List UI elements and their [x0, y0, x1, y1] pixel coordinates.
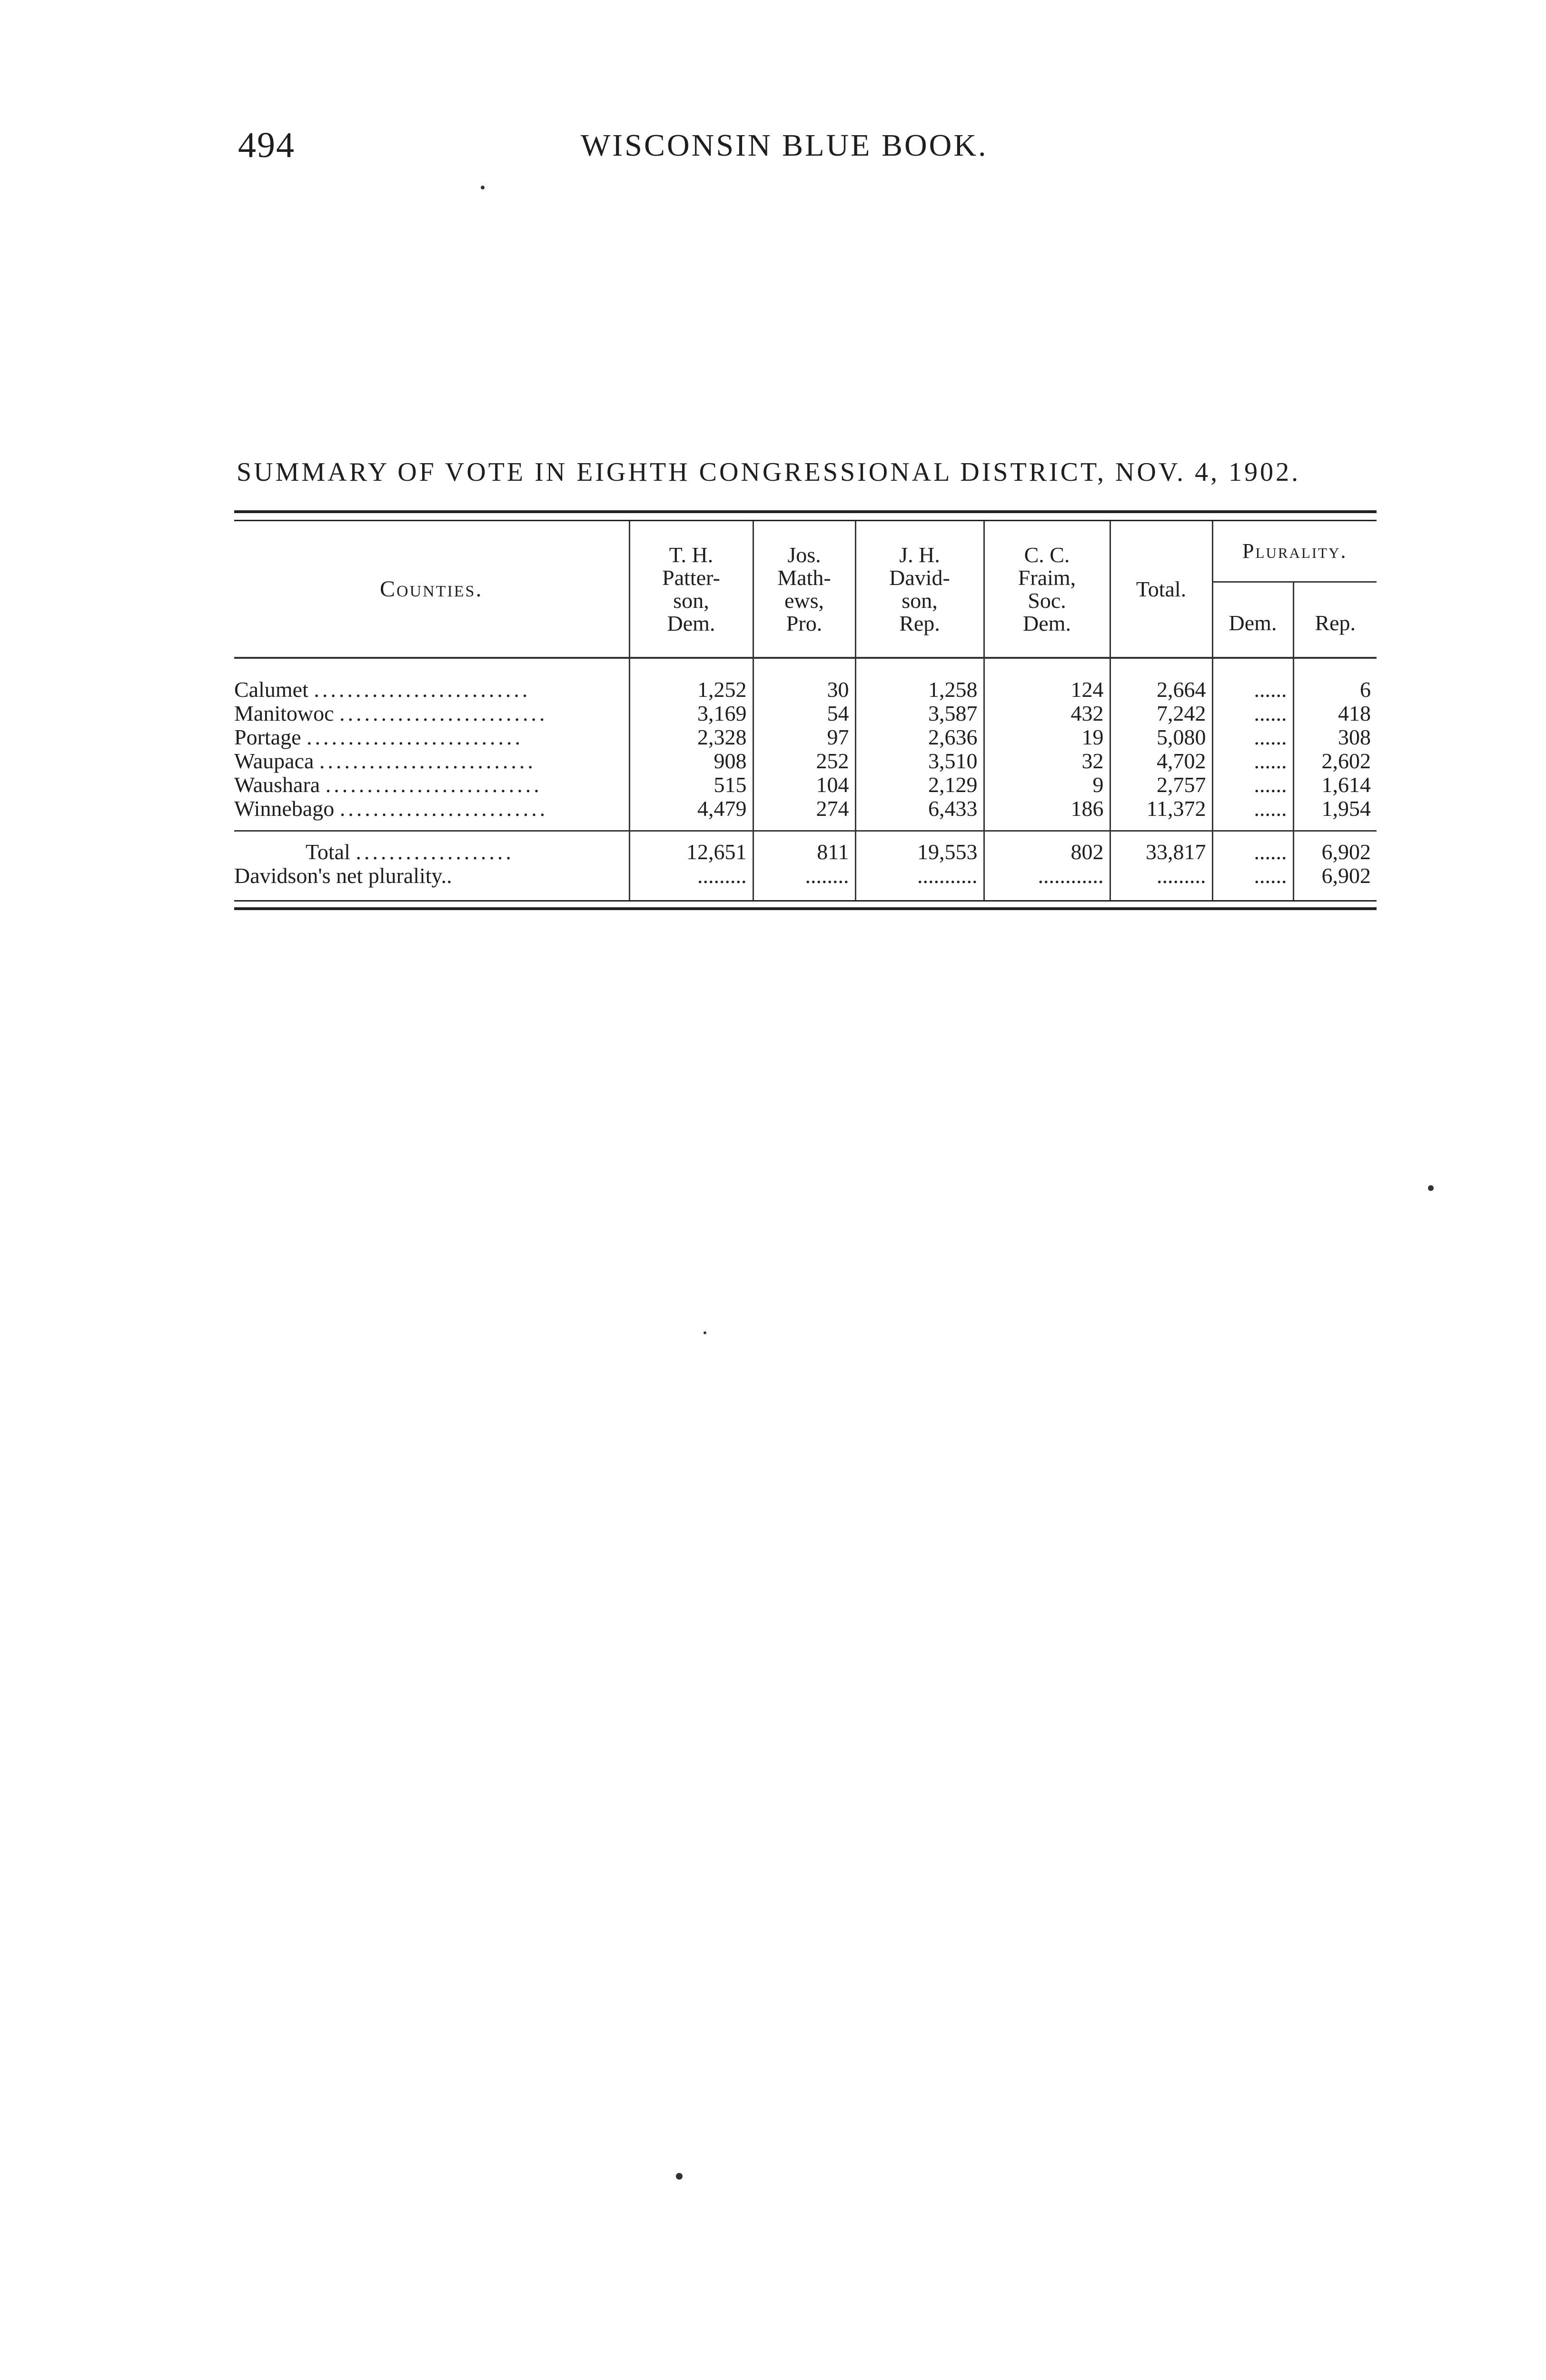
cell-plurality-rep: 1,954	[1293, 797, 1377, 831]
table-caption: SUMMARY OF VOTE IN EIGHTH CONGRESSIONAL DISTRICT, NOV. 4, 1902.	[237, 457, 1301, 487]
cell-fraim: 186	[984, 797, 1110, 831]
cell-mathews: 104	[753, 773, 855, 797]
vote-table	[234, 521, 1377, 900]
county-rows	[234, 658, 1377, 831]
cell-davidson: 6,433	[855, 797, 984, 831]
cell-patterson: 515	[629, 773, 753, 797]
cell-mathews: 252	[753, 749, 855, 773]
top-double-rule	[234, 510, 1377, 521]
cell-plurality-rep: 6	[1293, 658, 1377, 702]
total-davidson: 19,553	[855, 831, 984, 864]
header-plurality-rep: Rep.	[1293, 582, 1377, 658]
cell-plurality-dem: ......	[1212, 658, 1293, 702]
cell-davidson: 2,129	[855, 773, 984, 797]
cell-davidson: 3,587	[855, 702, 984, 725]
header-plurality-dem: Dem.	[1212, 582, 1293, 658]
header-fraim: C. C. Fraim, Soc. Dem.	[984, 521, 1110, 658]
running-head	[238, 125, 1380, 168]
book-title: WISCONSIN BLUE BOOK.	[581, 128, 988, 163]
cell-total: 2,757	[1110, 773, 1212, 797]
cell-total: 7,242	[1110, 702, 1212, 725]
cell-plurality-dem: ......	[1212, 773, 1293, 797]
total-plurality-rep: 6,902	[1293, 831, 1377, 864]
county-name: Waushara	[234, 773, 320, 797]
cell-patterson: 3,169	[629, 702, 753, 725]
total-plurality-dem: ......	[1212, 831, 1293, 864]
county-name: Winnebago	[234, 797, 335, 821]
cell-fraim: 19	[984, 725, 1110, 749]
print-speck	[704, 1331, 706, 1334]
cell-fraim: 9	[984, 773, 1110, 797]
cell-fraim: 432	[984, 702, 1110, 725]
total-row: Total ................... 12,651 811 19,553 802 33,817 ...... 6,902	[234, 831, 1377, 864]
cell-mathews: 97	[753, 725, 855, 749]
net-plurality-dem: ......	[1212, 864, 1293, 900]
cell-plurality-rep: 1,614	[1293, 773, 1377, 797]
cell-total: 5,080	[1110, 725, 1212, 749]
total-patterson: 12,651	[629, 831, 753, 864]
header-counties: Counties.	[380, 576, 483, 602]
cell-fraim: 32	[984, 749, 1110, 773]
cell-patterson: 1,252	[629, 658, 753, 702]
total-label: Total	[306, 840, 350, 864]
cell-davidson: 1,258	[855, 658, 984, 702]
table-row: Waushara .......................... 515 104 2,129 9 2,757 ...... 1,614	[234, 773, 1377, 797]
county-name: Calumet	[234, 677, 308, 702]
cell-patterson: 2,328	[629, 725, 753, 749]
header-mathews: Jos. Math- ews, Pro.	[753, 521, 855, 658]
cell-patterson: 4,479	[629, 797, 753, 831]
header-davidson: J. H. David- son, Rep.	[855, 521, 984, 658]
net-plurality-patterson: .........	[629, 864, 753, 900]
cell-plurality-rep: 2,602	[1293, 749, 1377, 773]
cell-davidson: 2,636	[855, 725, 984, 749]
total-rows	[234, 831, 1377, 901]
net-plurality-rep: 6,902	[1293, 864, 1377, 900]
table-row: Calumet .......................... 1,252 30 1,258 124 2,664 ...... 6	[234, 658, 1377, 702]
cell-plurality-dem: ......	[1212, 749, 1293, 773]
cell-davidson: 3,510	[855, 749, 984, 773]
cell-total: 4,702	[1110, 749, 1212, 773]
cell-total: 2,664	[1110, 658, 1212, 702]
total-fraim: 802	[984, 831, 1110, 864]
cell-plurality-dem: ......	[1212, 797, 1293, 831]
county-name: Manitowoc	[234, 702, 334, 725]
cell-plurality-rep: 418	[1293, 702, 1377, 725]
table-row: Waupaca .......................... 908 252 3,510 32 4,702 ...... 2,602	[234, 749, 1377, 773]
print-speck	[1428, 1185, 1434, 1191]
cell-mathews: 30	[753, 658, 855, 702]
table-row: Portage .......................... 2,328 97 2,636 19 5,080 ...... 308	[234, 725, 1377, 749]
bottom-double-rule	[234, 900, 1377, 910]
cell-plurality-rep: 308	[1293, 725, 1377, 749]
page-number: 494	[238, 125, 295, 165]
cell-fraim: 124	[984, 658, 1110, 702]
header-patterson: T. H. Patter- son, Dem.	[629, 521, 753, 658]
header-total: Total.	[1110, 521, 1212, 658]
cell-total: 11,372	[1110, 797, 1212, 831]
total-total: 33,817	[1110, 831, 1212, 864]
county-name: Waupaca	[234, 749, 314, 773]
cell-plurality-dem: ......	[1212, 725, 1293, 749]
county-name: Portage	[234, 725, 301, 749]
net-plurality-row	[234, 864, 1377, 900]
table-row: Manitowoc ......................... 3,169 54 3,587 432 7,242 ...... 418	[234, 702, 1377, 725]
net-plurality-fraim: ............	[984, 864, 1110, 900]
cell-plurality-dem: ......	[1212, 702, 1293, 725]
vote-summary-table	[234, 510, 1377, 910]
total-mathews: 811	[753, 831, 855, 864]
print-speck	[676, 2173, 683, 2180]
net-plurality-total: .........	[1110, 864, 1212, 900]
net-plurality-davidson: ...........	[855, 864, 984, 900]
print-speck	[481, 186, 485, 189]
header-plurality: Plurality.	[1212, 521, 1377, 582]
table-row: Winnebago ......................... 4,479 274 6,433 186 11,372 ...... 1,954	[234, 797, 1377, 831]
net-plurality-mathews: ........	[753, 864, 855, 900]
net-plurality-label: Davidson's net plurality..	[234, 864, 452, 888]
cell-mathews: 54	[753, 702, 855, 725]
cell-patterson: 908	[629, 749, 753, 773]
cell-mathews: 274	[753, 797, 855, 831]
